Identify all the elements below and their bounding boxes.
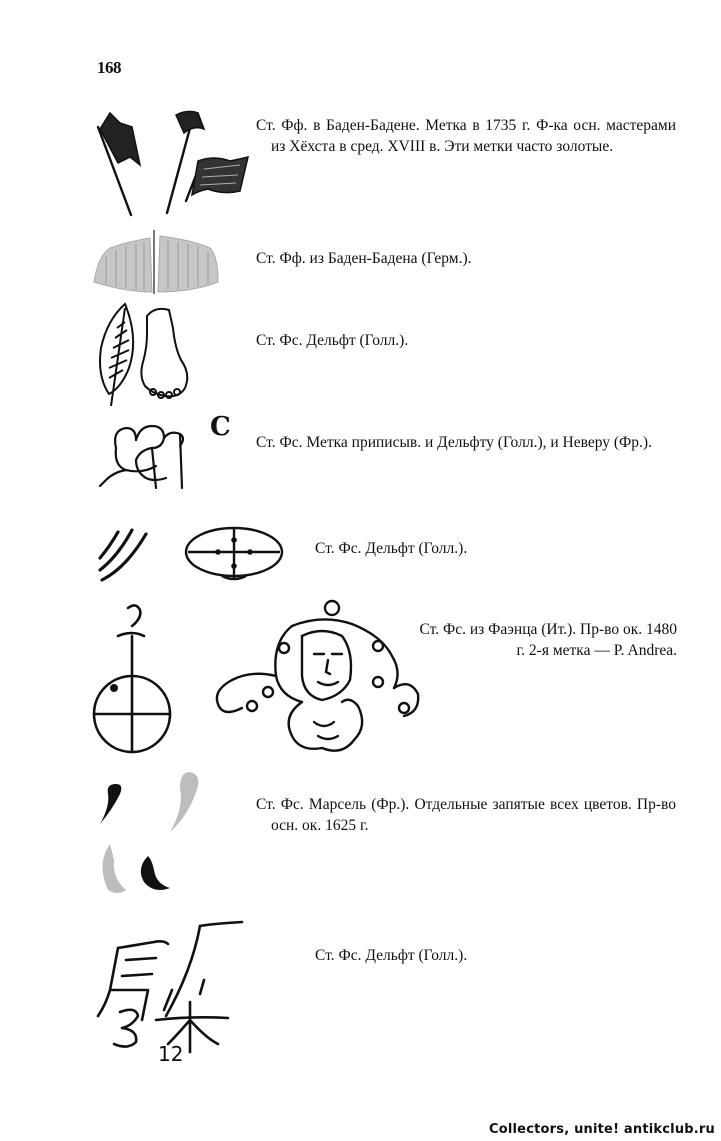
watermark: Collectors, unite! antikclub.ru: [489, 1122, 715, 1137]
mark-letter: C: [210, 412, 231, 442]
entry-3-text: Ст. Фс. Дельфт (Голл.).: [256, 332, 409, 349]
gray-wings-mark-icon: [92, 226, 222, 296]
entry-7-text: Ст. Фс. Марсель (Фр.). Отдельные запятые всех цветов. Пр-во осн. ок. 1625 г.: [256, 796, 676, 834]
entry-2-text: Ст. Фф. из Баден-Бадена (Герм.).: [256, 250, 472, 267]
entry-6-text: Ст. Фс. из Фаэнца (Ит.). Пр-во ок. 1480 г. 2-я метка — P. Andrea.: [419, 621, 677, 659]
strokes-and-oval-mark-icon: [94, 520, 294, 590]
entry-5-text: Ст. Фс. Дельфт (Голл.).: [315, 540, 468, 557]
entry-8-text: Ст. Фс. Дельфт (Голл.).: [315, 947, 468, 964]
leaf-and-foot-mark-icon: [95, 298, 205, 410]
entry-1-text: Ст. Фф. в Баден-Бадене. Метка в 1735 г. Ф-ка осн. мастерами из Хёхста в сред. XVIII в. Эти метки часто золотые.: [256, 117, 676, 155]
delft-monogram-mark-icon: [92, 920, 262, 1070]
page-number: 168: [97, 58, 121, 77]
crossed-flags-mark-icon: [90, 105, 260, 220]
scroll-monogram-mark-icon: [96, 408, 246, 498]
entry-4-text: Ст. Фс. Метка приписыв. и Дельфту (Голл.), и Неверу (Фр.).: [256, 434, 652, 451]
orb-and-face-mark-icon: [92, 596, 422, 776]
commas-mark-icon: [90, 770, 220, 900]
mark-number: 12: [158, 1042, 184, 1066]
